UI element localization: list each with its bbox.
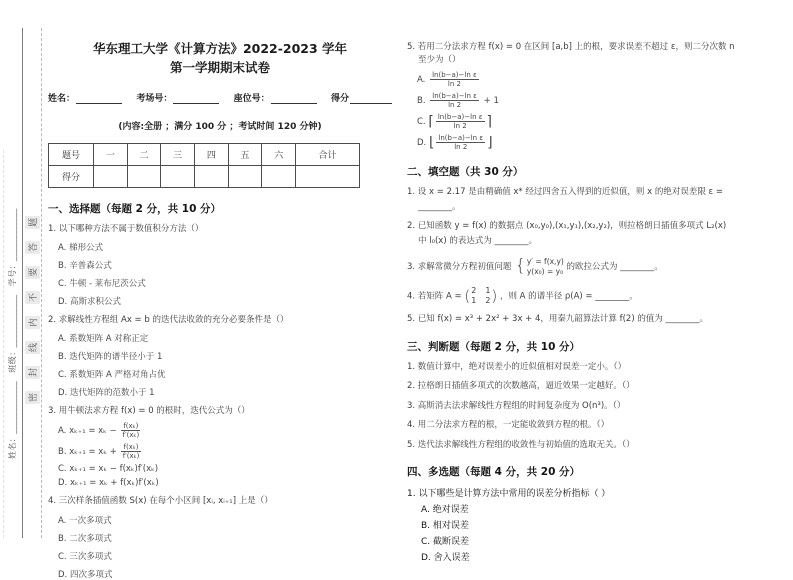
score-table-cell: 二 bbox=[127, 143, 161, 165]
fill-item-3 bbox=[407, 255, 789, 278]
section1-title: 一、选择题（每题 2 分，共 10 分） bbox=[48, 202, 222, 215]
matrix-right-paren: ) bbox=[491, 287, 498, 306]
q3-option-b bbox=[58, 443, 392, 460]
fill-item-3-post: 的欧拉公式为 ________。 bbox=[566, 262, 663, 273]
judge-item-4: 4. 用二分法求方程的根，一定能收敛到方程的根。（） bbox=[407, 420, 610, 431]
question-3: 3. 用牛顿法求方程 f(x) = 0 的根时，迭代公式为（） bbox=[48, 406, 250, 417]
score-table-score-row bbox=[49, 165, 360, 187]
q5-option-c bbox=[417, 113, 789, 130]
fill-item-4-text: 4. 若矩阵 A = bbox=[407, 291, 462, 302]
score-table-cell: 五 bbox=[228, 143, 262, 165]
fraction: $\frac{\text{ln(b−a)−ln ε}}{\ln 2}$ bbox=[432, 70, 477, 88]
fraction: $\frac{\text{f(xₖ)}}{\text{f′(xₖ)}}$ bbox=[122, 421, 140, 439]
score-table-cell: 一 bbox=[94, 143, 128, 165]
section2-title: 二、填空题（共 30 分） bbox=[407, 166, 524, 179]
q5-option-d bbox=[417, 134, 789, 151]
left-brace: { bbox=[515, 256, 526, 277]
right-column bbox=[407, 42, 789, 563]
section3-title: 三、判断题（每题 2 分，共 10 分） bbox=[407, 340, 581, 353]
section4-title: 四、多选题（每题 4 分，共 20 分） bbox=[407, 466, 581, 479]
q5-option-a-label: A. bbox=[417, 74, 426, 85]
multi-question-1: 1. 以下哪些是计算方法中常用的误差分析指标（ ） bbox=[407, 489, 611, 500]
score-table-cell: 得分 bbox=[49, 165, 94, 187]
q4-option-b: B. 二次多项式 bbox=[58, 533, 112, 544]
room-field bbox=[136, 91, 219, 104]
exam-title-line1: 华东理工大学《计算方法》2022-2023 学年 bbox=[92, 41, 348, 56]
fill-item-1-blank: ________。 bbox=[418, 201, 461, 212]
q3-option-a-text: A. xₖ₊₁ = xₖ − bbox=[58, 425, 117, 436]
fraction: $\frac{\text{ln(b−a)−ln ε}}{\ln 2}$ bbox=[438, 134, 484, 152]
fill-item-5: 5. 已知 f(x) = x³ + 2x² + 3x + 4，用秦九韶算法计算 f(2) 的值为 ________。 bbox=[407, 314, 709, 325]
floor-right-bracket: ⌋ bbox=[487, 134, 493, 151]
q1-option-a: A. 梯形公式 bbox=[58, 242, 104, 253]
score-label: 得分 bbox=[330, 93, 349, 104]
name-field bbox=[48, 91, 122, 104]
score-table-cell: 四 bbox=[195, 143, 229, 165]
seat-field bbox=[234, 91, 317, 104]
exam-info-line: (内容:全册 ；满分 100 分 ；考试时间 120 分钟) bbox=[118, 121, 322, 132]
score-table-cell: 三 bbox=[161, 143, 195, 165]
ceiling-right-bracket: ⌉ bbox=[486, 113, 492, 130]
judge-item-1: 1. 数值计算中，绝对误差小的近似值相对误差一定小。（） bbox=[407, 361, 627, 372]
fraction: $\frac{\text{ln(b−a)−ln ε}}{\ln 2}$ bbox=[437, 113, 483, 131]
q3-option-d: D. xₖ₊₁ = xₖ + f(xₖ)f′(xₖ) bbox=[58, 478, 159, 489]
q2-option-c: C. 系数矩阵 A 严格对角占优 bbox=[58, 370, 166, 381]
q2-option-d: D. 迭代矩阵的范数小于 1 bbox=[58, 388, 155, 399]
judge-item-3: 3. 高斯消去法求解线性方程组的时间复杂度为 O(n³)。（） bbox=[407, 400, 626, 411]
q1-option-b: B. 辛普森公式 bbox=[58, 260, 112, 271]
q5-option-c-label: C. bbox=[417, 117, 426, 128]
fill-item-2-line1: 2. 已知函数 y = f(x) 的数据点 (x₀,y₀),(x₁,y₁),(x₂,y₂)，则拉格朗日插值多项式 L₂(x) bbox=[407, 221, 727, 232]
q2-option-b: B. 迭代矩阵的谱半径小于 1 bbox=[58, 352, 163, 363]
q2-option-a: A. 系数矩阵 A 对称正定 bbox=[58, 334, 149, 345]
score-table-header-row bbox=[49, 143, 360, 165]
matrix: 2 1 1 2 bbox=[471, 286, 491, 306]
matrix-left-paren: ( bbox=[464, 287, 471, 306]
fill-item-4-post: ，则 A 的谱半径 ρ(A) = ________。 bbox=[499, 291, 638, 302]
multi-q1-option-c: C. 截断误差 bbox=[421, 537, 470, 548]
fill-item-3-text: 3. 求解常微分方程初值问题 bbox=[407, 262, 512, 273]
question-5-line1: 5. 若用二分法求方程 f(x) = 0 在区间 [a,b] 上的根，要求误差不超过 ε，则二分次数 n bbox=[407, 42, 735, 52]
question-2: 2. 求解线性方程组 Ax = b 的迭代法收敛的充分必要条件是（） bbox=[48, 314, 289, 325]
fraction: $\frac{\text{f(xₖ)}}{\text{f′(xₖ)}}$ bbox=[122, 443, 140, 461]
room-label: 考场号： bbox=[136, 93, 173, 104]
q4-option-a: A. 一次多项式 bbox=[58, 515, 112, 526]
q5-option-a bbox=[417, 71, 789, 88]
question-1: 1. 以下哪种方法不属于数值积分方法（） bbox=[48, 223, 204, 234]
ceiling-left-bracket: ⌈ bbox=[428, 113, 434, 130]
score-table-cell: 六 bbox=[262, 143, 296, 165]
multi-q1-option-d: D. 舍入误差 bbox=[421, 553, 470, 564]
page-edge-line bbox=[3, 150, 4, 538]
multi-q1-option-b: B. 相对误差 bbox=[421, 521, 469, 532]
score-table-empty-cell bbox=[262, 165, 296, 187]
floor-left-bracket: ⌊ bbox=[428, 134, 435, 151]
score-table-empty-cell bbox=[127, 165, 161, 187]
q3-option-b-text: B. xₖ₊₁ = xₖ + bbox=[58, 447, 117, 458]
name-label: 姓名： bbox=[48, 93, 76, 104]
q5-option-d-label: D. bbox=[417, 138, 427, 149]
score-table-cell: 题号 bbox=[49, 143, 94, 165]
q4-option-d: D. 四次多项式 bbox=[58, 569, 113, 580]
score-table-empty-cell bbox=[161, 165, 195, 187]
score-blank bbox=[350, 95, 392, 104]
ode-system: y′ = f(x,y) y(x₀) = y₀ bbox=[526, 256, 564, 276]
judge-item-5: 5. 迭代法求解线性方程组的收敛性与初始值的选取无关。（） bbox=[407, 439, 635, 450]
score-table-cell: 合计 bbox=[296, 143, 360, 165]
question-5-line2: 至少为（） bbox=[418, 55, 461, 66]
judge-item-2: 2. 拉格朗日插值多项式的次数越高，逼近效果一定越好。（） bbox=[407, 381, 635, 392]
multi-q1-option-a: A. 绝对误差 bbox=[421, 505, 469, 516]
exam-title-line2: 第一学期期末试卷 bbox=[169, 59, 270, 75]
student-info-row bbox=[48, 91, 392, 104]
left-column bbox=[48, 40, 392, 580]
fraction: $\frac{\text{ln(b−a)−ln ε}}{\ln 2}$ bbox=[432, 92, 477, 110]
fill-item-4 bbox=[407, 286, 789, 306]
seal-notice-text: 密封线内不要答题 bbox=[25, 204, 40, 404]
fill-item-1-line1: 1. 设 x = 2.17 是由精确值 x* 经过四舍五入得到的近似值，则 x 的绝对误差限 ε = bbox=[407, 187, 723, 198]
q5-option-b-label: B. bbox=[417, 96, 426, 107]
score-field bbox=[331, 91, 392, 104]
q3-option-c: C. xₖ₊₁ = xₖ − f(xₖ)f′(xₖ) bbox=[58, 464, 159, 475]
score-table-empty-cell bbox=[228, 165, 262, 187]
score-table-empty-cell bbox=[195, 165, 229, 187]
q5-option-b bbox=[417, 92, 789, 109]
seat-label: 座位号： bbox=[233, 93, 270, 104]
score-table bbox=[48, 143, 360, 188]
score-table-empty-cell bbox=[296, 165, 360, 187]
seat-blank bbox=[271, 95, 317, 104]
q4-option-c: C. 三次多项式 bbox=[58, 551, 112, 562]
section4 bbox=[407, 464, 789, 563]
fill-item-2-line2: 中 l₀(x) 的表达式为 ________。 bbox=[418, 235, 538, 246]
name-blank bbox=[76, 95, 122, 104]
score-table-empty-cell bbox=[94, 165, 128, 187]
seal-student-fields: 姓名：____________ 班级：____________ 学号：____________ bbox=[8, 208, 17, 459]
question-4: 4. 三次样条插值函数 S(x) 在每个小区间 [xᵢ, xᵢ₊₁] 上是（） bbox=[48, 496, 273, 507]
q1-option-d: D. 高斯求积公式 bbox=[58, 296, 121, 307]
q3-option-a bbox=[58, 422, 392, 439]
room-blank bbox=[173, 95, 219, 104]
q1-option-c: C. 牛顿 - 莱布尼茨公式 bbox=[58, 278, 146, 289]
q5-option-b-plus1: + 1 bbox=[483, 95, 499, 106]
